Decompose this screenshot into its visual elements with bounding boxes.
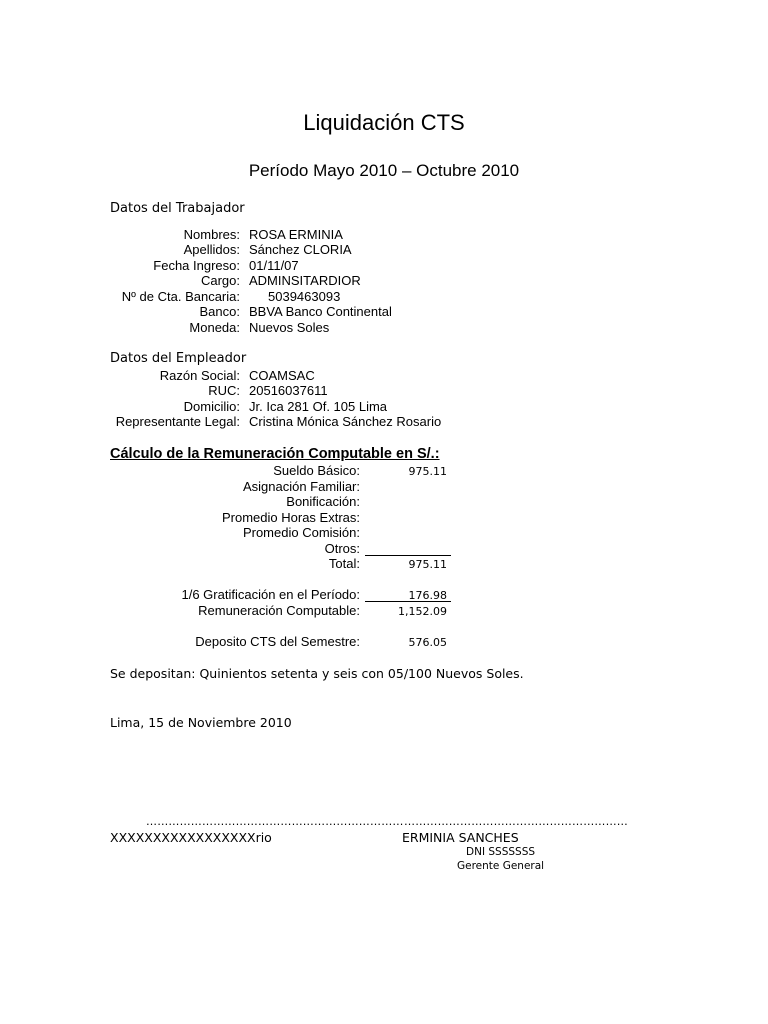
employer-legal-rep-value: Cristina Mónica Sánchez Rosario <box>249 414 442 429</box>
worker-bank-label: Banco: <box>199 304 240 319</box>
place-date: Lima, 15 de Noviembre 2010 <box>110 715 292 730</box>
worker-position-label: Cargo: <box>200 273 240 288</box>
basic-salary-value: 975.11 <box>408 465 447 478</box>
worker-hire-date-label: Fecha Ingreso: <box>153 258 240 273</box>
employer-company-label: Razón Social: <box>159 368 240 383</box>
worker-currency-value: Nuevos Soles <box>249 320 330 335</box>
left-signature-name: XXXXXXXXXXXXXXXXXrio <box>110 830 272 845</box>
gratification-value: 176.98 <box>408 589 447 602</box>
deposit-text: Se depositan: Quinientos setenta y seis con 05/100 Nuevos Soles. <box>110 666 524 681</box>
others-label: Otros: <box>324 541 360 556</box>
computable-remuneration-value: 1,152.09 <box>398 605 447 618</box>
worker-currency-label: Moneda: <box>189 320 240 335</box>
right-signature-name: ERMINIA SANCHES <box>402 830 519 845</box>
worker-position-value: ADMINSITARDIOR <box>249 273 361 288</box>
employer-section-title: Datos del Empleador <box>110 351 247 366</box>
left-signature-line: …………………………………………………………… <box>146 815 404 828</box>
worker-account-value: 5039463093 <box>268 289 341 304</box>
worker-surnames-label: Apellidos: <box>183 242 240 257</box>
commission-average-label: Promedio Comisión: <box>242 525 360 540</box>
period-subtitle: Período Mayo 2010 – Octubre 2010 <box>248 161 520 180</box>
cts-deposit-value: 576.05 <box>408 636 447 649</box>
worker-hire-date-value: 01/11/07 <box>249 258 299 273</box>
family-allowance-label: Asignación Familiar: <box>242 479 360 494</box>
worker-account-label: Nº de Cta. Bancaria: <box>121 289 240 304</box>
gratification-rule <box>365 601 451 602</box>
employer-address-label: Domicilio: <box>183 399 240 414</box>
worker-names-value: ROSA ERMINIA <box>249 227 343 242</box>
employer-ruc-value: 20516037611 <box>249 383 328 398</box>
total-value: 975.11 <box>408 558 447 571</box>
subtotal-rule <box>365 555 451 556</box>
basic-salary-label: Sueldo Básico: <box>273 463 360 478</box>
employer-address-value: Jr. Ica 281 Of. 105 Lima <box>249 399 388 414</box>
gratification-label: 1/6 Gratificación en el Período: <box>181 587 360 602</box>
right-signature-dni: DNI SSSSSSS <box>466 846 536 858</box>
right-signature-role: Gerente General <box>457 860 545 872</box>
overtime-average-label: Promedio Horas Extras: <box>222 510 360 525</box>
calculation-title: Cálculo de la Remuneración Computable en S/.: <box>110 446 440 462</box>
document-title: Liquidación CTS <box>303 110 465 135</box>
worker-names-label: Nombres: <box>183 227 240 242</box>
worker-section-title: Datos del Trabajador <box>110 201 245 216</box>
bonus-label: Bonificación: <box>286 494 360 509</box>
cts-deposit-label: Deposito CTS del Semestre: <box>195 634 360 649</box>
total-label: Total: <box>328 556 360 571</box>
employer-ruc-label: RUC: <box>208 383 240 398</box>
worker-bank-value: BBVA Banco Continental <box>249 304 392 319</box>
computable-remuneration-label: Remuneración Computable: <box>198 603 360 618</box>
right-signature-line: …………………………………………………… <box>404 815 628 828</box>
employer-company-value: COAMSAC <box>249 368 315 383</box>
employer-legal-rep-label: Representante Legal: <box>115 414 240 429</box>
worker-surnames-value: Sánchez CLORIA <box>249 242 352 257</box>
